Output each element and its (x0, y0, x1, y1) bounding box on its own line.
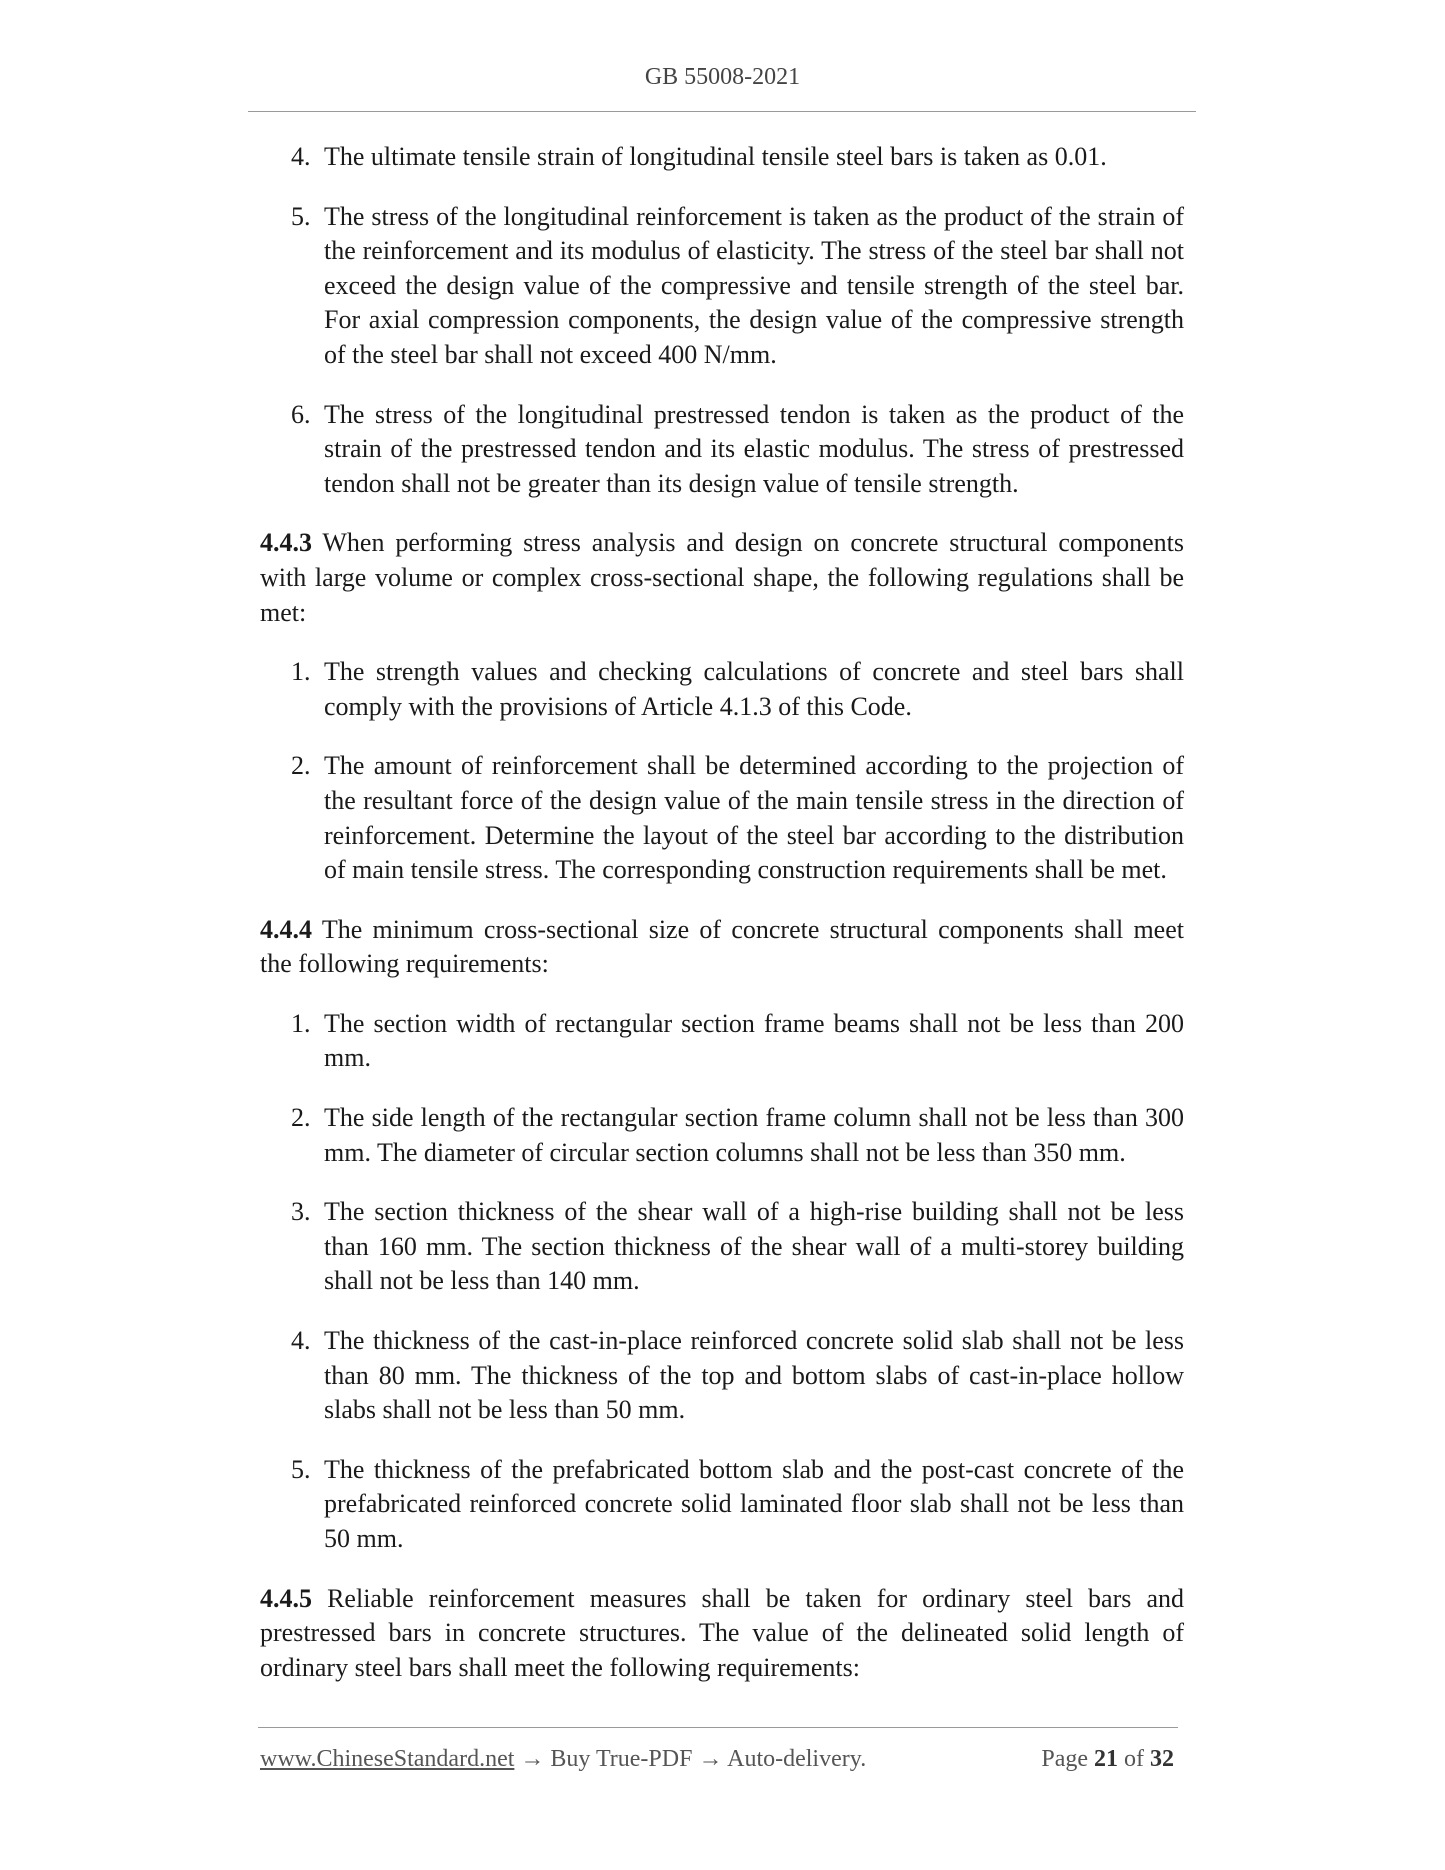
list-item-number: 5. (291, 201, 311, 231)
footer-divider (258, 1727, 1178, 1728)
list-item-number: 1. (291, 1008, 311, 1038)
list-item-number: 2. (291, 751, 311, 781)
footer-tagline: → Buy True-PDF → Auto-delivery. (514, 1746, 867, 1772)
document-code-header: GB 55008-2021 (644, 64, 801, 90)
header-divider (248, 111, 1196, 112)
list-item-number: 1. (291, 657, 311, 687)
clause-4-4-4 (260, 913, 1184, 982)
list-item (260, 1101, 1184, 1170)
list-item-number: 4. (291, 1326, 311, 1356)
list-item-text: The stress of the longitudinal prestressed tendon is taken as the product of the strain of the prestressed tendon and its elastic modulus. The stress of prestressed tendon shall not be greater than its design value of tensile strength. (324, 399, 1184, 498)
list-item-text: The strength values and checking calculations of concrete and steel bars shall comply with the provisions of Article 4.1.3 of this Code. (324, 657, 1184, 721)
list-item-text: The stress of the longitudinal reinforcement is taken as the product of the strain of the reinforcement and its modulus of elasticity. The stress of the steel bar shall not exceed the design value of the compressive and tensile strength of the steel bar. For axial compression components, the design value of the compressive strength of the steel bar shall not exceed 400 N/mm. (324, 201, 1184, 369)
list-item (260, 200, 1184, 373)
list-item (260, 1195, 1184, 1299)
list-item (260, 749, 1184, 887)
list-item-text: The amount of reinforcement shall be determined according to the projection of the resultant force of the design value of the main tensile stress in the direction of reinforcement. Determine the layout of the steel bar according to the distribution of main tensile stress. The corresponding construction requirements shall be met. (324, 751, 1184, 885)
list-item (260, 655, 1184, 724)
website-link[interactable]: www.ChineseStandard.net (260, 1746, 515, 1772)
list-item-text: The thickness of the prefabricated bottom slab and the post-cast concrete of the prefabricated reinforced concrete solid laminated floor slab shall not be less than 50 mm. (324, 1454, 1184, 1553)
page-body (260, 140, 1184, 1710)
list-item-text: The section width of rectangular section frame beams shall not be less than 200 mm. (324, 1008, 1184, 1073)
clause-number: 4.4.3 (260, 528, 312, 558)
list-item-number: 3. (291, 1197, 311, 1227)
list-item-text: The ultimate tensile strain of longitudinal tensile steel bars is taken as 0.01. (324, 142, 1107, 171)
page-total: 32 (1150, 1746, 1174, 1772)
page-current: 21 (1094, 1746, 1118, 1772)
list-item (260, 140, 1184, 175)
list-item-number: 6. (291, 399, 311, 429)
page-footer (260, 1746, 1174, 1773)
page-label: Page (1041, 1746, 1088, 1772)
clause-number: 4.4.5 (260, 1583, 312, 1613)
clause-text: Reliable reinforcement measures shall be taken for ordinary steel bars and prestressed bars in concrete structures. The value of the delineated solid length of ordinary steel bars shall meet the following requirements: (260, 1583, 1184, 1682)
list-item-text: The side length of the rectangular section frame column shall not be less than 300 mm. The diameter of circular section columns shall not be less than 350 mm. (324, 1103, 1184, 1167)
clause-text: When performing stress analysis and design on concrete structural components with large volume or complex cross-sectional shape, the following regulations shall be met: (260, 528, 1184, 627)
list-item-number: 2. (291, 1103, 311, 1133)
clause-number: 4.4.4 (260, 914, 312, 944)
page-indicator (1041, 1746, 1174, 1773)
list-item (260, 398, 1184, 502)
list-item (260, 1324, 1184, 1428)
list-item-text: The section thickness of the shear wall of a high-rise building shall not be less than 160 mm. The section thickness of the shear wall of a multi-storey building shall not be less than 140 mm. (324, 1197, 1184, 1296)
list-item-text: The thickness of the cast-in-place reinforced concrete solid slab shall not be less than 80 mm. The thickness of the top and bottom slabs of cast-in-place hollow slabs shall not be less than 50 mm. (324, 1326, 1184, 1425)
list-item (260, 1453, 1184, 1557)
list-item (260, 1007, 1184, 1076)
list-item-number: 4. (291, 142, 311, 171)
clause-text: The minimum cross-sectional size of concrete structural components shall meet the following requirements: (260, 914, 1184, 979)
list-item-number: 5. (291, 1454, 311, 1484)
clause-4-4-3 (260, 526, 1184, 630)
page-of-label: of (1124, 1746, 1144, 1772)
clause-4-4-5 (260, 1582, 1184, 1686)
